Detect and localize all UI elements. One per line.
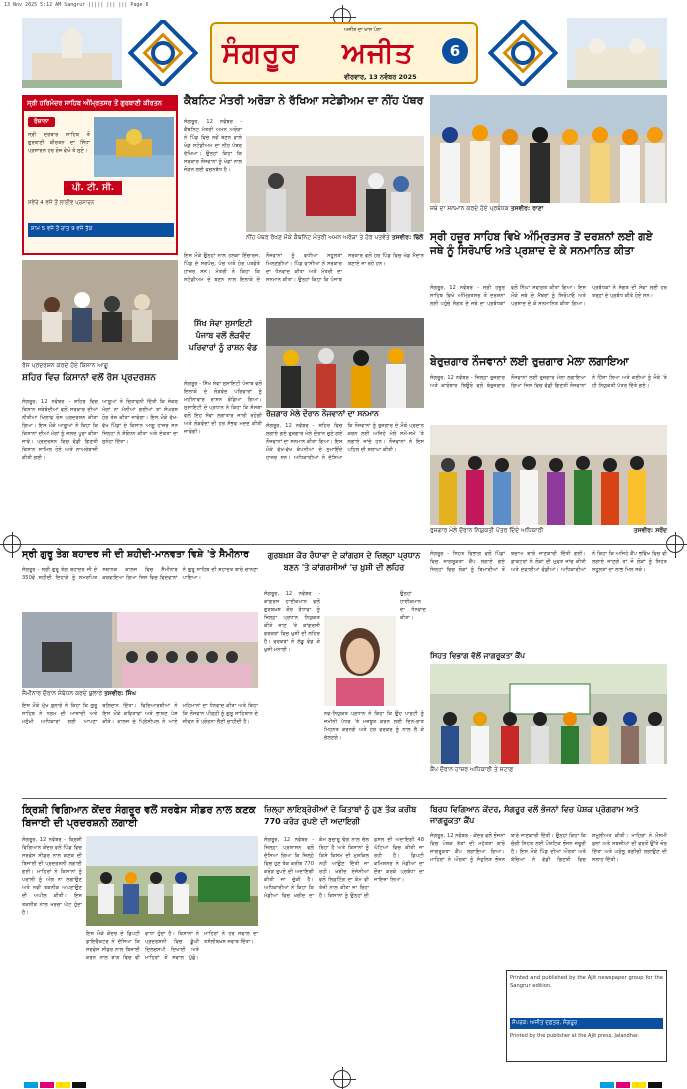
congress-body-col2: ਉਨ੍ਹਾਂ ਹਾਈਕਮਾਨ ਦਾ ਧੰਨਵਾਦ ਕੀਤਾ। [400, 591, 426, 622]
footer-contact: ਸੰਪਰਕ: ਅਜੀਤ ਦਫ਼ਤਰ, ਸੰਗਰੂਰ [510, 1018, 663, 1029]
sewa-society-headline: ਸਿੱਖ ਸੇਵਾ ਸੁਸਾਇਟੀ ਪੰਜਾਬ ਵਲੋਂ ਲੋੜਵੰਦ ਪਰਿਵਾਰਾਂ ਨੂੰ ਰਾਸ਼ਨ ਵੰਡ [188, 319, 258, 352]
kvk-body-col2: ਇਸ ਮੌਕੇ ਕੇਂਦਰ ਦੇ ਡਿਪਟੀ ਡਾਇਰੈਕਟਰ ਨੇ ਦੱਸਿਆ ਕਿ ਸਰਫੇਸ ਸੀਡਰ ਨਾਲ ਬਿਜਾਈ ਕਰਨ ਨਾਲ ਝਾੜ ਵਿਚ ਵੀ ਵਾਧਾ ਹੁੰਦਾ ਹੈ। ਕਿਸਾਨਾਂ ਨੇ ਪ੍ਰਦਰਸ਼ਨੀ ਵਿਚ ਡੂੰਘੀ ਦਿਲਚਸਪੀ ਦਿਖਾਈ ਅਤੇ ਮਾਹਿਰਾਂ ਤੋਂ ਸਵਾਲ ਪੁੱਛੇ। ਮਾਹਿਰਾਂ ਨੇ ਹਰ ਸਵਾਲ ਦਾ ਤਸੱਲੀਬਖ਼ਸ਼ ਜਵਾਬ ਦਿੱਤਾ। [86, 931, 258, 962]
congress-body-col1: ਸੰਗਰੂਰ, 12 ਨਵੰਬਰ - ਕਾਂਗਰਸ ਹਾਈਕਮਾਨ ਵਲੋਂ ਗੁਰਬਖ਼ਸ਼ ਕੌਰ ਰੰਧਾਵਾ ਨੂੰ ਜ਼ਿਲ੍ਹਾ ਪ੍ਰਧਾਨ ਨਿਯੁਕਤ ਕੀਤੇ ਜਾਣ 'ਤੇ ਕਾਂਗਰਸੀ ਵਰਕਰਾਂ ਵਿਚ ਖ਼ੁਸ਼ੀ ਦੀ ਲਹਿਰ ਹੈ। ਵਰਕਰਾਂ ਨੇ ਲੱਡੂ ਵੰਡ ਕੇ ਖ਼ੁਸ਼ੀ ਮਨਾਈ। [264, 591, 320, 654]
health-camp-headline: ਸਿਹਤ ਵਿਭਾਗ ਵੱਲੋਂ ਜਾਗਰੂਕਤਾ ਕੈਂਪ [430, 651, 526, 660]
stadium-photo [246, 136, 424, 232]
nutrition-body: ਸੰਗਰੂਰ, 12 ਨਵੰਬਰ - ਕੇਂਦਰ ਵਲੋਂ ਭੋਜਨਾਂ ਵਿਚ ਪੋਸ਼ਕ ਤੱਤਾਂ ਦੀ ਮਹੱਤਤਾ ਬਾਰੇ ਜਾਗਰੂਕਤਾ ਕੈਂਪ ਲਗਾਇਆ ਗਿਆ। ਮਾਹਿਰਾਂ ਨੇ ਔਰਤਾਂ ਨੂੰ ਸੰਤੁਲਿਤ ਭੋਜਨ ਬਾਰੇ ਜਾਣਕਾਰੀ ਦਿੱਤੀ। ਉਨ੍ਹਾਂ ਕਿਹਾ ਕਿ ਚੰਗੀ ਸਿਹਤ ਲਈ ਪੌਸ਼ਟਿਕ ਭੋਜਨ ਜ਼ਰੂਰੀ ਹੈ। ਇਸ ਮੌਕੇ ਪਿੰਡ ਦੀਆਂ ਔਰਤਾਂ ਅਤੇ ਬੱਚਿਆਂ ਨੇ ਵੱਡੀ ਗਿਣਤੀ ਵਿਚ ਸ਼ਮੂਲੀਅਤ ਕੀਤੀ। ਮਾਹਿਰਾਂ ਨੇ ਮੌਸਮੀ ਫ਼ਲਾਂ ਅਤੇ ਸਬਜ਼ੀਆਂ ਦੀ ਵਰਤੋਂ ਉੱਤੇ ਜ਼ੋਰ ਦਿੱਤਾ ਅਤੇ ਘਰੇਲੂ ਬਗ਼ੀਚੀ ਲਗਾਉਣ ਦੀ ਸਲਾਹ ਦਿੱਤੀ। [430, 833, 667, 864]
hazur-sahib-caption-text: ਜਥੇ ਦਾ ਸਨਮਾਨ ਕਰਦੇ ਹੋਏ ਪ੍ਰਬੰਧਕ [430, 205, 509, 212]
decorative-knot-icon [482, 20, 562, 86]
seminar-headline: ਸ੍ਰੀ ਗੁਰੂ ਤੇਗ ਬਹਾਦਰ ਜੀ ਦੀ ਸ਼ਹੀਦੀ-ਮਾਨਵਤਾ ਵਿਸ਼ੇ 'ਤੇ ਸੈਮੀਨਾਰ [22, 549, 249, 560]
protest-photo [22, 260, 178, 360]
protest-body-col2: ਆਗੂਆਂ ਨੇ ਚਿਤਾਵਨੀ ਦਿੱਤੀ ਕਿ ਜੇਕਰ ਮੰਗਾਂ ਨਾ ਮੰਨੀਆਂ ਗਈਆਂ ਤਾਂ ਸੰਘਰਸ਼ ਹੋਰ ਤੇਜ਼ ਕੀਤਾ ਜਾਵੇਗਾ। ਇਸ ਮੌਕੇ ਵੱਖ-ਵੱਖ ਪਿੰਡਾਂ ਦੇ ਕਿਸਾਨ ਆਗੂ ਹਾਜ਼ਰ ਸਨ ਜਿਨ੍ਹਾਂ ਨੇ ਸੰਬੋਧਨ ਕੀਤਾ ਅਤੇ ਏਕਤਾ ਦਾ ਸੁਨੇਹਾ ਦਿੱਤਾ। [102, 399, 178, 446]
masthead [22, 18, 667, 88]
stadium-headline: ਕੈਬਨਿਟ ਮੰਤਰੀ ਅਰੋੜਾ ਨੇ ਰੱਖਿਆ ਸਟੇਡੀਅਮ ਦਾ ਨੀਂਹ ਪੱਥਰ [184, 94, 424, 107]
decorative-knot-icon [126, 20, 206, 86]
kvk-headline: ਕ੍ਰਿਸ਼ੀ ਵਿਗਿਆਨ ਕੇਂਦਰ ਸੰਗਰੂਰ ਵਲੋਂ ਸਰਫੇਸ ਸੀਡਰ ਨਾਲ ਕਣਕ ਬਿਜਾਈ ਦੀ ਪ੍ਰਦਰਸ਼ਨੀ ਲਗਾਈ [22, 805, 256, 829]
hazur-sahib-headline: ਸ੍ਰੀ ਹਜ਼ੂਰ ਸਾਹਿਬ ਵਿਖੇ ਅੰਮ੍ਰਿਤਸਰ ਤੋਂ ਦਰਸ਼ਨਾਂ ਲਈ ਗਏ ਜਥੇ ਨੂੰ ਸਿਰੋਪਾਓ ਅਤੇ ਪ੍ਰਸ਼ਾਦ ਦੇ ਕੇ ਸਨਮਾਨਿਤ ਕੀਤਾ [430, 231, 653, 258]
stadium-body-col2: ਇਸ ਮੌਕੇ ਉਨ੍ਹਾਂ ਨਾਲ ਹਲਕਾ ਇੰਚਾਰਜ, ਪਿੰਡ ਦੇ ਸਰਪੰਚ, ਪੰਚ ਅਤੇ ਹੋਰ ਪਤਵੰਤੇ ਹਾਜ਼ਰ ਸਨ। ਮੰਤਰੀ ਨੇ ਕਿਹਾ ਕਿ ਸਟੇਡੀਅਮ ਦੇ ਬਣਨ ਨਾਲ ਇਲਾਕੇ ਦੇ ਨੌਜਵਾਨਾਂ ਨੂੰ ਵਧੀਆ ਸਹੂਲਤਾਂ ਮਿਲਣਗੀਆਂ। ਪਿੰਡ ਵਾਸੀਆਂ ਨੇ ਸਰਕਾਰ ਦਾ ਧੰਨਵਾਦ ਕੀਤਾ ਅਤੇ ਮੰਤਰੀ ਦਾ ਸਨਮਾਨ ਕੀਤਾ। ਉਨ੍ਹਾਂ ਕਿਹਾ ਕਿ ਪੰਜਾਬ ਸਰਕਾਰ ਵਲੋਂ ਹਰ ਪਿੰਡ ਵਿਚ ਖੇਡ ਮੈਦਾਨ ਬਣਾਏ ਜਾ ਰਹੇ ਹਨ। [184, 253, 424, 284]
building-image [22, 18, 122, 88]
ceremony-headline: ਰੋਜ਼ਗਾਰ ਮੇਲੇ ਦੌਰਾਨ ਨੌਜਵਾਨਾਂ ਦਾ ਸਨਮਾਨ [266, 409, 379, 418]
portrait-photo [324, 616, 396, 706]
congress-headline: ਗੁਰਬਖ਼ਸ਼ ਕੌਰ ਰੰਧਾਵਾ ਦੇ ਕਾਂਗਰਸ ਦੇ ਜ਼ਿਲ੍ਹਾ ਪ੍ਰਧਾਨ ਬਣਨ 'ਤੇ ਕਾਂਗਰਸੀਆਂ 'ਚ ਖ਼ੁਸ਼ੀ ਦੀ ਲਹਿਰ [267, 551, 421, 572]
seminar-caption [22, 690, 258, 700]
stadium-credit: ਤਸਵੀਰ: ਢਿੱਲੋਂ [391, 234, 424, 241]
protest-headline: ਸ਼ਹਿਰ ਵਿਚ ਕਿਸਾਨਾਂ ਵਲੋਂ ਰੋਸ ਪ੍ਰਦਰਸ਼ਨ [22, 373, 156, 383]
section-divider [22, 544, 667, 545]
kvk-photo [86, 836, 258, 926]
registration-mark [3, 535, 21, 553]
footer-box [506, 970, 667, 1062]
job-fair-headline: ਬੇਰੁਜ਼ਗਾਰ ਨੌਜਵਾਨਾਂ ਲਈ ਰੁਜ਼ਗਾਰ ਮੇਲਾ ਲਗਾਇਆ [430, 355, 629, 368]
kvk-body-col1: ਸੰਗਰੂਰ, 12 ਨਵੰਬਰ - ਕ੍ਰਿਸ਼ੀ ਵਿਗਿਆਨ ਕੇਂਦਰ ਵਲੋਂ ਪਿੰਡ ਵਿਚ ਸਰਫੇਸ ਸੀਡਰ ਨਾਲ ਕਣਕ ਦੀ ਬਿਜਾਈ ਦੀ ਪ੍ਰਦਰਸ਼ਨੀ ਲਗਾਈ ਗਈ। ਮਾਹਿਰਾਂ ਨੇ ਕਿਸਾਨਾਂ ਨੂੰ ਪਰਾਲੀ ਨੂੰ ਅੱਗ ਨਾ ਲਗਾਉਣ ਅਤੇ ਨਵੀਂ ਤਕਨੀਕ ਅਪਣਾਉਣ ਦੀ ਅਪੀਲ ਕੀਤੀ। ਇਸ ਤਕਨੀਕ ਨਾਲ ਖਰਚਾ ਘੱਟ ਹੁੰਦਾ ਹੈ। [22, 837, 82, 916]
masthead-title-sangrur: ਸੰਗਰੂਰ [222, 36, 299, 69]
promo-label: ਰੋਜ਼ਾਨਾ [28, 117, 55, 127]
promo-note-1: ਸਵੇਰੇ 4 ਵਜੇ ਤੋਂ ਲਾਈਵ ਪ੍ਰਸਾਰਨ [28, 200, 95, 206]
seminar-caption-text: ਸੈਮੀਨਾਰ ਦੌਰਾਨ ਸੰਬੋਧਨ ਕਰਦੇ ਬੁਲਾਰੇ [22, 690, 103, 697]
footer-imprint: Printed by the publisher at the Ajit press, Jalandhar. [510, 1033, 640, 1039]
cmyk-color-bar [24, 1073, 88, 1089]
section-divider [22, 798, 667, 799]
ceremony-photo [266, 318, 424, 408]
masthead-small-label: ਅਜੀਤ ਦਾ ਖਾਸ ਪੰਨਾ [344, 27, 382, 33]
golden-temple-image [94, 117, 174, 177]
masthead-date: ਵੀਰਵਾਰ, 13 ਨਵੰਬਰ 2025 [344, 73, 417, 81]
job-fair-caption [430, 527, 667, 537]
promo-title: ਸ੍ਰੀ ਹਰਿਮੰਦਰ ਸਾਹਿਬ ਅੰਮ੍ਰਿਤਸਰ ਤੋਂ ਗੁਰਬਾਣੀ ਕੀਰਤਨ [24, 97, 176, 111]
job-fair-credit: ਤਸਵੀਰ: ਸਰੋਂਦ [633, 527, 667, 534]
library-headline: ਜ਼ਿਲ੍ਹਾ ਲਾਇਬ੍ਰੇਰੀਆਂ ਦੇ ਕਿਤਾਬਾਂ ਨੂੰ ਹੁਣ ਤੱਕ ਕਰੀਬ 770 ਕਰੋੜ ਰੁਪਏ ਦੀ ਅਦਾਇਗੀ [264, 805, 417, 826]
nutrition-headline: ਬਿਰਧ ਵਿਗਿਆਨ ਕੇਂਦਰ, ਸੰਗਰੂਰ ਵਲੋਂ ਭੋਜਨਾਂ ਵਿਚ ਪੋਸ਼ਕ ਪ੍ਰੋਗਰਾਮ ਅਤੇ ਜਾਗਰੂਕਤਾ ਕੈਂਪ [430, 805, 639, 826]
library-body: ਸੰਗਰੂਰ, 12 ਨਵੰਬਰ - ਜ਼ਿਲ੍ਹਾ ਪ੍ਰਸ਼ਾਸਨ ਵਲੋਂ ਦੱਸਿਆ ਗਿਆ ਕਿ ਜ਼ਿਲ੍ਹੇ ਵਿਚ ਹੁਣ ਤੱਕ ਕਰੀਬ 770 ਕਰੋੜ ਰੁਪਏ ਦੀ ਅਦਾਇਗੀ ਕੀਤੀ ਜਾ ਚੁੱਕੀ ਹੈ। ਅਧਿਕਾਰੀਆਂ ਨੇ ਕਿਹਾ ਕਿ ਮੰਡੀਆਂ ਵਿਚ ਖ਼ਰੀਦ ਦਾ ਕੰਮ ਸੁਚਾਰੂ ਢੰਗ ਨਾਲ ਚੱਲ ਰਿਹਾ ਹੈ ਅਤੇ ਕਿਸਾਨਾਂ ਨੂੰ ਕਿਸੇ ਕਿਸਮ ਦੀ ਮੁਸ਼ਕਿਲ ਨਹੀਂ ਆਉਣ ਦਿੱਤੀ ਜਾ ਰਹੀ। ਖ਼ਰੀਦ ਏਜੰਸੀਆਂ ਵਲੋਂ ਲਿਫ਼ਟਿੰਗ ਦਾ ਕੰਮ ਵੀ ਤੇਜ਼ੀ ਨਾਲ ਕੀਤਾ ਜਾ ਰਿਹਾ ਹੈ। ਕਿਸਾਨਾਂ ਨੂੰ ਉਨ੍ਹਾਂ ਦੀ ਫ਼ਸਲ ਦੀ ਅਦਾਇਗੀ 48 ਘੰਟਿਆਂ ਵਿਚ ਕੀਤੀ ਜਾ ਰਹੀ ਹੈ। ਡਿਪਟੀ ਕਮਿਸ਼ਨਰ ਨੇ ਮੰਡੀਆਂ ਦਾ ਦੌਰਾ ਕਰਕੇ ਪ੍ਰਬੰਧਾਂ ਦਾ ਜਾਇਜ਼ਾ ਲਿਆ। [264, 837, 424, 900]
stadium-caption [246, 234, 424, 250]
stadium-body-col1: ਸੰਗਰੂਰ, 12 ਨਵੰਬਰ - ਕੈਬਨਿਟ ਮੰਤਰੀ ਅਮਨ ਅਰੋੜਾ ਨੇ ਪਿੰਡ ਵਿਚ ਨਵੇਂ ਬਣਨ ਵਾਲੇ ਖੇਡ ਸਟੇਡੀਅਮ ਦਾ ਨੀਂਹ ਪੱਥਰ ਰੱਖਿਆ। ਉਨ੍ਹਾਂ ਕਿਹਾ ਕਿ ਸਰਕਾਰ ਨੌਜਵਾਨਾਂ ਨੂੰ ਖੇਡਾਂ ਨਾਲ ਜੋੜਨ ਲਈ ਵਚਨਬੱਧ ਹੈ। [184, 119, 242, 174]
seminar-credit: ਤਸਵੀਰ: ਸਿੰਘ [103, 690, 136, 697]
seminar-body-top: ਸੰਗਰੂਰ - ਸ੍ਰੀ ਗੁਰੂ ਤੇਗ ਬਹਾਦਰ ਜੀ ਦੇ 350ਵੇਂ ਸ਼ਹੀਦੀ ਦਿਹਾੜੇ ਨੂੰ ਸਮਰਪਿਤ ਸਥਾਨਕ ਕਾਲਜ ਵਿਚ ਸੈਮੀਨਾਰ ਕਰਵਾਇਆ ਗਿਆ ਜਿਸ ਵਿਚ ਵਿਦਵਾਨਾਂ ਨੇ ਗੁਰੂ ਸਾਹਿਬ ਦੀ ਸ਼ਹਾਦਤ ਬਾਰੇ ਚਾਨਣਾ ਪਾਇਆ। [22, 567, 258, 582]
job-fair-body: ਸੰਗਰੂਰ, 12 ਨਵੰਬਰ - ਜ਼ਿਲ੍ਹਾ ਰੁਜ਼ਗਾਰ ਅਤੇ ਕਾਰੋਬਾਰ ਬਿਊਰੋ ਵਲੋਂ ਬੇਰੁਜ਼ਗਾਰ ਨੌਜਵਾਨਾਂ ਲਈ ਰੁਜ਼ਗਾਰ ਮੇਲਾ ਲਗਾਇਆ ਗਿਆ ਜਿਸ ਵਿਚ ਵੱਡੀ ਗਿਣਤੀ ਨੌਜਵਾਨਾਂ ਨੇ ਹਿੱਸਾ ਲਿਆ ਅਤੇ ਕਈਆਂ ਨੂੰ ਮੌਕੇ 'ਤੇ ਹੀ ਨਿਯੁਕਤੀ ਪੱਤਰ ਦਿੱਤੇ ਗਏ। [430, 375, 667, 390]
job-fair-photo [430, 425, 667, 525]
ceremony-body: ਸੰਗਰੂਰ, 12 ਨਵੰਬਰ - ਸ਼ਹਿਰ ਵਿਚ ਲਗਾਏ ਗਏ ਰੁਜ਼ਗਾਰ ਮੇਲੇ ਦੌਰਾਨ ਚੁਣੇ ਗਏ ਨੌਜਵਾਨਾਂ ਦਾ ਸਨਮਾਨ ਕੀਤਾ ਗਿਆ। ਇਸ ਮੌਕੇ ਵੱਖ-ਵੱਖ ਕੰਪਨੀਆਂ ਦੇ ਨੁਮਾਇੰਦੇ ਹਾਜ਼ਰ ਸਨ। ਅਧਿਕਾਰੀਆਂ ਨੇ ਦੱਸਿਆ ਕਿ ਨੌਜਵਾਨਾਂ ਨੂੰ ਰੁਜ਼ਗਾਰ ਦੇ ਮੌਕੇ ਪ੍ਰਦਾਨ ਕਰਨ ਲਈ ਅਜਿਹੇ ਮੇਲੇ ਸਮੇਂ-ਸਮੇਂ 'ਤੇ ਲਗਾਏ ਜਾਂਦੇ ਹਨ। ਨੌਜਵਾਨਾਂ ਨੇ ਇਸ ਪਹਿਲ ਦੀ ਸ਼ਲਾਘਾ ਕੀਤੀ। [266, 423, 424, 462]
registration-mark [333, 1070, 351, 1088]
hazur-sahib-body: ਸੰਗਰੂਰ, 12 ਨਵੰਬਰ - ਸ੍ਰੀ ਹਜ਼ੂਰ ਸਾਹਿਬ ਵਿਖੇ ਅੰਮ੍ਰਿਤਸਰ ਤੋਂ ਦਰਸ਼ਨਾਂ ਲਈ ਪਹੁੰਚੇ ਸੰਗਤ ਦੇ ਜਥੇ ਦਾ ਪ੍ਰਬੰਧਕਾਂ ਵਲੋਂ ਨਿੱਘਾ ਸਵਾਗਤ ਕੀਤਾ ਗਿਆ। ਇਸ ਮੌਕੇ ਜਥੇ ਦੇ ਮੈਂਬਰਾਂ ਨੂੰ ਸਿਰੋਪਾਓ ਅਤੇ ਪ੍ਰਸ਼ਾਦ ਦੇ ਕੇ ਸਨਮਾਨਿਤ ਕੀਤਾ ਗਿਆ। ਪ੍ਰਬੰਧਕਾਂ ਨੇ ਸੰਗਤ ਦੀ ਸੇਵਾ ਲਈ ਹਰ ਤਰ੍ਹਾਂ ਦੇ ਪ੍ਰਬੰਧ ਕੀਤੇ ਹੋਏ ਸਨ। [430, 285, 667, 308]
job-fair-caption-text: ਰੁਜ਼ਗਾਰ ਮੇਲੇ ਦੌਰਾਨ ਨਿਯੁਕਤੀ ਪੱਤਰ ਦਿੰਦੇ ਅਧਿਕਾਰੀ [430, 527, 544, 534]
health-camp-body: ਸੰਗਰੂਰ - ਸਿਹਤ ਵਿਭਾਗ ਵਲੋਂ ਪਿੰਡਾਂ ਵਿਚ ਜਾਗਰੂਕਤਾ ਕੈਂਪ ਲਗਾਏ ਗਏ ਜਿਨ੍ਹਾਂ ਵਿਚ ਲੋਕਾਂ ਨੂੰ ਬਿਮਾਰੀਆਂ ਤੋਂ ਬਚਾਅ ਬਾਰੇ ਜਾਣਕਾਰੀ ਦਿੱਤੀ ਗਈ। ਡਾਕਟਰਾਂ ਨੇ ਲੋਕਾਂ ਦੀ ਮੁਫ਼ਤ ਜਾਂਚ ਕੀਤੀ ਅਤੇ ਦਵਾਈਆਂ ਵੰਡੀਆਂ। ਅਧਿਕਾਰੀਆਂ ਨੇ ਕਿਹਾ ਕਿ ਅਜਿਹੇ ਕੈਂਪ ਭਵਿੱਖ ਵਿਚ ਵੀ ਲਗਾਏ ਜਾਣਗੇ ਤਾਂ ਜੋ ਲੋਕਾਂ ਨੂੰ ਸਿਹਤ ਸਹੂਲਤਾਂ ਦਾ ਲਾਭ ਮਿਲ ਸਕੇ। [430, 551, 667, 574]
hazur-sahib-caption [430, 205, 667, 227]
page-number-badge: 6 [442, 38, 468, 64]
promo-body-text: ਸ੍ਰੀ ਦਰਬਾਰ ਸਾਹਿਬ ਤੋਂ ਗੁਰਬਾਣੀ ਕੀਰਤਨ ਦਾ ਸਿੱਧਾ ਪ੍ਰਸਾਰਨ ਹਰ ਰੋਜ਼ ਵੇਖੋ ਤੇ ਸੁਣੋ। [28, 132, 90, 155]
masthead-title-ajit: ਅਜੀਤ [342, 36, 414, 69]
top-strip: 13 Nov 2025 5:12 AM Sangrur ||||| ||| ||| Page 6 [4, 2, 149, 8]
protest-body-col1: ਸੰਗਰੂਰ, 12 ਨਵੰਬਰ - ਸ਼ਹਿਰ ਵਿਚ ਕਿਸਾਨ ਜਥੇਬੰਦੀਆਂ ਵਲੋਂ ਸਰਕਾਰ ਦੀਆਂ ਨੀਤੀਆਂ ਖਿਲਾਫ ਰੋਸ ਪ੍ਰਦਰਸ਼ਨ ਕੀਤਾ ਗਿਆ। ਇਸ ਮੌਕੇ ਆਗੂਆਂ ਨੇ ਕਿਹਾ ਕਿ ਕਿਸਾਨਾਂ ਦੀਆਂ ਮੰਗਾਂ ਨੂੰ ਜਲਦ ਪੂਰਾ ਕੀਤਾ ਜਾਵੇ। ਪ੍ਰਦਰਸ਼ਨ ਵਿਚ ਵੱਡੀ ਗਿਣਤੀ ਕਿਸਾਨ ਸ਼ਾਮਿਲ ਹੋਏ ਅਤੇ ਨਾਅਰੇਬਾਜ਼ੀ ਕੀਤੀ ਗਈ। [22, 399, 98, 462]
masthead-title-box [210, 22, 478, 84]
footer-text: Printed and published by the Ajit newspaper group for the Sangrur edition. [510, 975, 663, 990]
promo-box [22, 95, 178, 255]
health-camp-photo [430, 664, 667, 764]
health-camp-caption: ਕੈਂਪ ਦੌਰਾਨ ਹਾਜ਼ਰ ਅਧਿਕਾਰੀ ਤੇ ਸਟਾਫ਼ [430, 766, 514, 773]
cmyk-color-bar [600, 1073, 664, 1089]
promo-note-2: ਸ਼ਾਮ 5 ਵਜੇ ਤੋਂ ਰਾਤ 9 ਵਜੇ ਤੱਕ [28, 223, 174, 237]
stadium-caption-text: ਨੀਂਹ ਪੱਥਰ ਰੱਖਣ ਮੌਕੇ ਕੈਬਨਿਟ ਮੰਤਰੀ ਅਮਨ ਅਰੋੜਾ ਤੇ ਹੋਰ ਪਤਵੰਤੇ [246, 234, 390, 241]
sewa-society-body: ਸੰਗਰੂਰ - ਸਿੱਖ ਸੇਵਾ ਸੁਸਾਇਟੀ ਪੰਜਾਬ ਵਲੋਂ ਇਲਾਕੇ ਦੇ ਲੋੜਵੰਦ ਪਰਿਵਾਰਾਂ ਨੂੰ ਮਹੀਨਾਵਾਰ ਰਾਸ਼ਨ ਵੰਡਿਆ ਗਿਆ। ਸੁਸਾਇਟੀ ਦੇ ਪ੍ਰਧਾਨ ਨੇ ਕਿਹਾ ਕਿ ਸੰਸਥਾ ਵਲੋਂ ਇਹ ਸੇਵਾ ਲਗਾਤਾਰ ਜਾਰੀ ਰਹੇਗੀ ਅਤੇ ਲੋੜਵੰਦਾਂ ਦੀ ਹਰ ਸੰਭਵ ਮਦਦ ਕੀਤੀ ਜਾਵੇਗੀ। [184, 381, 262, 436]
registration-mark [666, 535, 684, 553]
seminar-photo [22, 612, 258, 688]
building-image [567, 18, 667, 88]
congress-body-col3: ਨਵ-ਨਿਯੁਕਤ ਪ੍ਰਧਾਨ ਨੇ ਕਿਹਾ ਕਿ ਉਹ ਪਾਰਟੀ ਨੂੰ ਜ਼ਮੀਨੀ ਪੱਧਰ 'ਤੇ ਮਜ਼ਬੂਤ ਕਰਨ ਲਈ ਦਿਨ-ਰਾਤ ਮਿਹਨਤ ਕਰਨਗੇ ਅਤੇ ਹਰ ਵਰਕਰ ਨੂੰ ਨਾਲ ਲੈ ਕੇ ਚੱਲਣਗੇ। [324, 711, 424, 742]
protest-caption: ਰੋਸ ਪ੍ਰਦਰਸ਼ਨ ਕਰਦੇ ਹੋਏ ਕਿਸਾਨ ਆਗੂ [22, 362, 108, 369]
seminar-body-bottom: ਇਸ ਮੌਕੇ ਮੁੱਖ ਬੁਲਾਰੇ ਨੇ ਕਿਹਾ ਕਿ ਗੁਰੂ ਸਾਹਿਬ ਨੇ ਧਰਮ ਦੀ ਆਜ਼ਾਦੀ ਅਤੇ ਮਨੁੱਖੀ ਅਧਿਕਾਰਾਂ ਲਈ ਆਪਣਾ ਬਲਿਦਾਨ ਦਿੱਤਾ। ਵਿਦਿਆਰਥੀਆਂ ਨੇ ਇਸ ਮੌਕੇ ਕਵਿਤਾਵਾਂ ਅਤੇ ਭਾਸ਼ਣ ਪੇਸ਼ ਕੀਤੇ। ਕਾਲਜ ਦੇ ਪ੍ਰਿੰਸੀਪਲ ਨੇ ਆਏ ਮਹਿਮਾਨਾਂ ਦਾ ਧੰਨਵਾਦ ਕੀਤਾ ਅਤੇ ਕਿਹਾ ਕਿ ਨੌਜਵਾਨ ਪੀੜ੍ਹੀ ਨੂੰ ਗੁਰੂ ਸਾਹਿਬਾਨ ਦੇ ਜੀਵਨ ਤੋਂ ਪ੍ਰੇਰਨਾ ਲੈਣੀ ਚਾਹੀਦੀ ਹੈ। [22, 703, 258, 726]
hazur-sahib-credit: ਤਸਵੀਰ: ਰਾਣਾ [510, 205, 544, 212]
hazur-sahib-photo [430, 95, 667, 203]
promo-channel: ਪੀ. ਟੀ. ਸੀ. [64, 181, 122, 195]
